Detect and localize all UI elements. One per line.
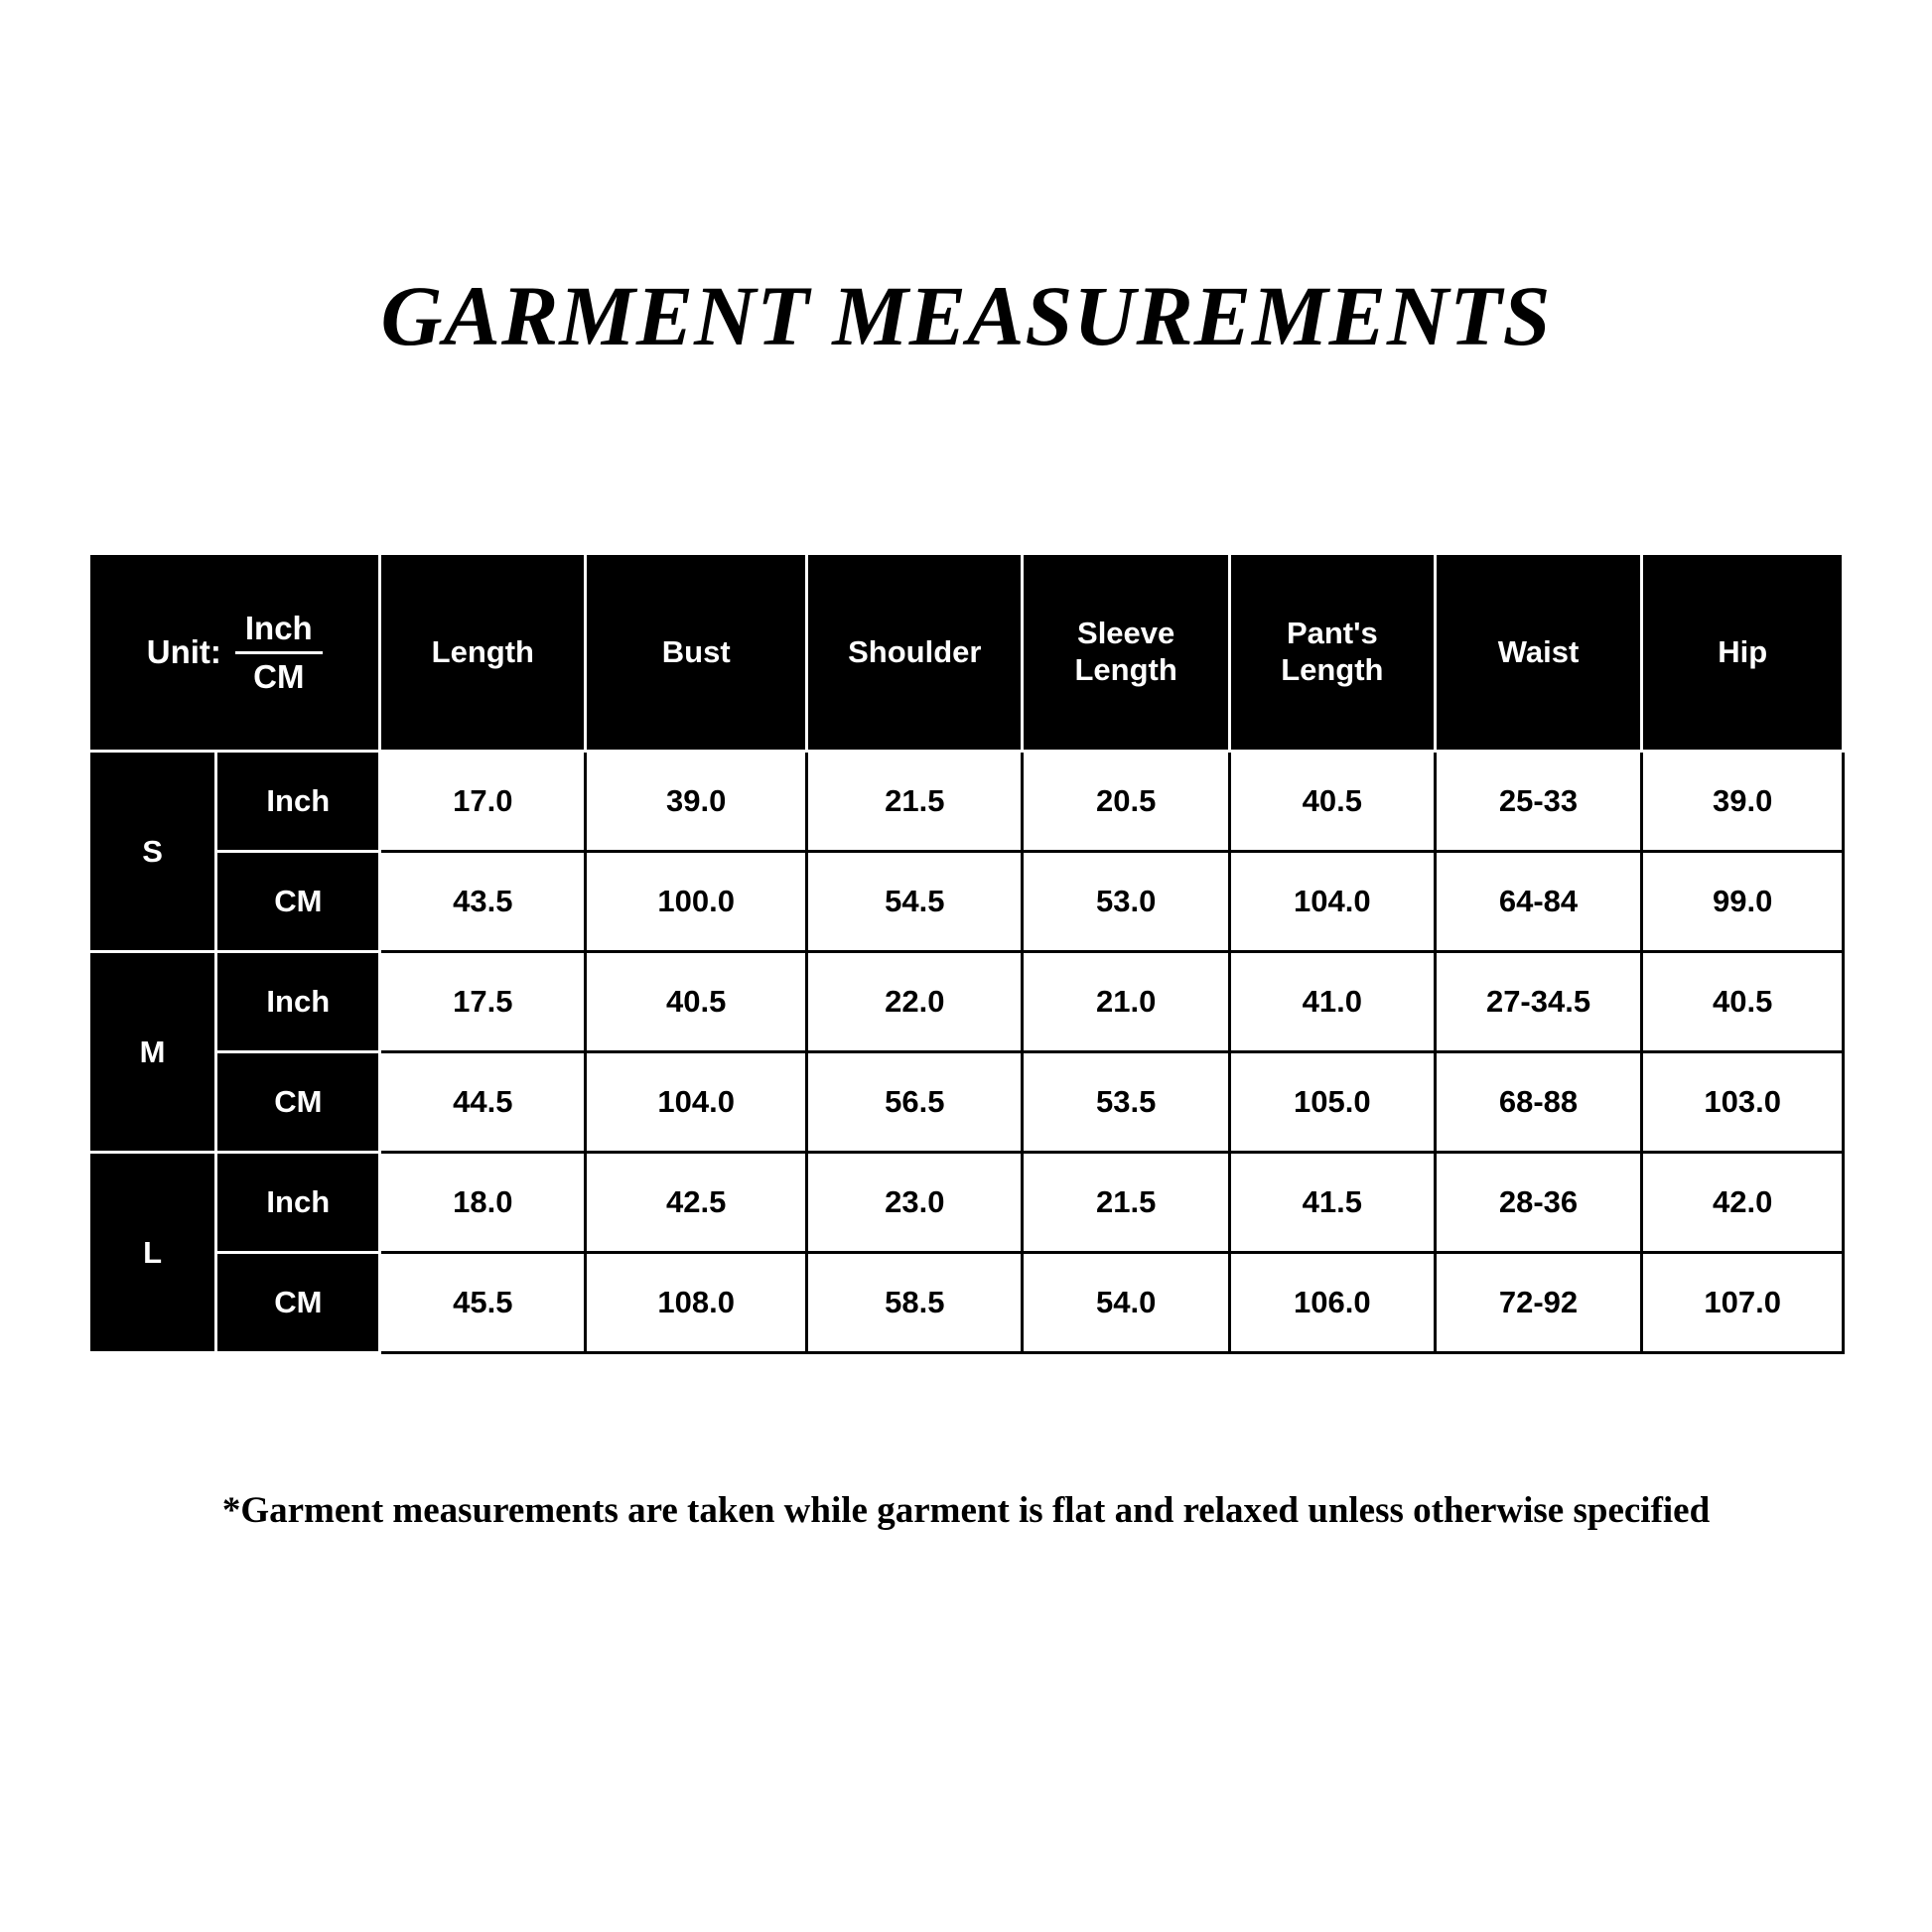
cell-l-inch-length: 18.0 [380, 1153, 586, 1253]
measurements-table [87, 552, 1845, 1354]
cell-l-cm-shoulder: 58.5 [807, 1253, 1023, 1353]
unit-fraction-denominator: CM [253, 657, 305, 695]
unit-fraction [235, 610, 323, 696]
cell-s-cm-pants-length: 104.0 [1230, 852, 1436, 952]
cell-m-cm-hip: 103.0 [1642, 1052, 1844, 1153]
page-title: GARMENT MEASUREMENTS [380, 268, 1552, 363]
column-header-length-line1: Length [431, 633, 534, 669]
column-header-pants-length [1230, 554, 1436, 752]
column-header-shoulder-line1: Shoulder [848, 633, 982, 669]
column-header-waist [1435, 554, 1642, 752]
table-row [89, 1153, 1844, 1253]
table-header-row [89, 554, 1844, 752]
cell-l-cm-sleeve-length: 54.0 [1023, 1253, 1230, 1353]
cell-l-cm-length: 45.5 [380, 1253, 586, 1353]
cell-m-inch-length: 17.5 [380, 952, 586, 1052]
cell-s-cm-sleeve-length: 53.0 [1023, 852, 1230, 952]
unit-fraction-bar [235, 651, 323, 654]
cell-m-inch-pants-length: 41.0 [1230, 952, 1436, 1052]
column-header-shoulder [807, 554, 1023, 752]
cell-m-cm-length: 44.5 [380, 1052, 586, 1153]
unit-label: Unit: [146, 633, 221, 670]
table-row [89, 852, 1844, 952]
size-label-l: L [89, 1153, 216, 1353]
cell-l-inch-bust: 42.5 [586, 1153, 807, 1253]
cell-m-cm-pants-length: 105.0 [1230, 1052, 1436, 1153]
column-header-pants-length-line1: Pant's [1286, 616, 1378, 651]
size-label-m: M [89, 952, 216, 1153]
cell-s-cm-length: 43.5 [380, 852, 586, 952]
cell-l-cm-waist: 72-92 [1435, 1253, 1642, 1353]
cell-m-cm-waist: 68-88 [1435, 1052, 1642, 1153]
table-row [89, 1052, 1844, 1153]
column-header-pants-length-line2: Length [1281, 652, 1384, 687]
cell-l-inch-shoulder: 23.0 [807, 1153, 1023, 1253]
measurements-table-container [87, 552, 1845, 1354]
unit-fraction-numerator: Inch [244, 609, 313, 646]
cell-s-inch-pants-length: 40.5 [1230, 752, 1436, 852]
cell-m-inch-waist: 27-34.5 [1435, 952, 1642, 1052]
size-label-s: S [89, 752, 216, 952]
unit-cell-l-inch: Inch [216, 1153, 380, 1253]
cell-l-cm-pants-length: 106.0 [1230, 1253, 1436, 1353]
column-header-sleeve-length [1023, 554, 1230, 752]
cell-m-cm-sleeve-length: 53.5 [1023, 1052, 1230, 1153]
cell-s-cm-bust: 100.0 [586, 852, 807, 952]
cell-l-cm-hip: 107.0 [1642, 1253, 1844, 1353]
cell-l-cm-bust: 108.0 [586, 1253, 807, 1353]
column-header-sleeve-length-line2: Length [1074, 652, 1177, 687]
cell-s-inch-shoulder: 21.5 [807, 752, 1023, 852]
unit-cell-l-cm: CM [216, 1253, 380, 1353]
column-header-hip [1642, 554, 1844, 752]
cell-l-inch-sleeve-length: 21.5 [1023, 1153, 1230, 1253]
cell-m-inch-bust: 40.5 [586, 952, 807, 1052]
unit-cell-s-inch: Inch [216, 752, 380, 852]
cell-l-inch-pants-length: 41.5 [1230, 1153, 1436, 1253]
cell-s-cm-shoulder: 54.5 [807, 852, 1023, 952]
cell-s-cm-waist: 64-84 [1435, 852, 1642, 952]
column-header-length [380, 554, 586, 752]
cell-m-inch-sleeve-length: 21.0 [1023, 952, 1230, 1052]
table-row [89, 952, 1844, 1052]
cell-l-inch-hip: 42.0 [1642, 1153, 1844, 1253]
cell-m-inch-shoulder: 22.0 [807, 952, 1023, 1052]
cell-m-inch-hip: 40.5 [1642, 952, 1844, 1052]
column-header-hip-line1: Hip [1718, 633, 1768, 669]
column-header-bust-line1: Bust [661, 633, 731, 669]
footnote: *Garment measurements are taken while garment is flat and relaxed unless otherwise specified [221, 1490, 1711, 1531]
column-header-sleeve-length-line1: Sleeve [1077, 616, 1175, 651]
table-row [89, 1253, 1844, 1353]
cell-s-inch-waist: 25-33 [1435, 752, 1642, 852]
column-header-waist-line1: Waist [1497, 633, 1580, 669]
cell-s-inch-length: 17.0 [380, 752, 586, 852]
column-header-bust [586, 554, 807, 752]
cell-m-cm-bust: 104.0 [586, 1052, 807, 1153]
unit-cell-m-cm: CM [216, 1052, 380, 1153]
table-row [89, 752, 1844, 852]
cell-s-inch-sleeve-length: 20.5 [1023, 752, 1230, 852]
cell-m-cm-shoulder: 56.5 [807, 1052, 1023, 1153]
unit-header-cell [89, 554, 380, 752]
unit-cell-s-cm: CM [216, 852, 380, 952]
cell-l-inch-waist: 28-36 [1435, 1153, 1642, 1253]
unit-cell-m-inch: Inch [216, 952, 380, 1052]
cell-s-cm-hip: 99.0 [1642, 852, 1844, 952]
cell-s-inch-hip: 39.0 [1642, 752, 1844, 852]
cell-s-inch-bust: 39.0 [586, 752, 807, 852]
